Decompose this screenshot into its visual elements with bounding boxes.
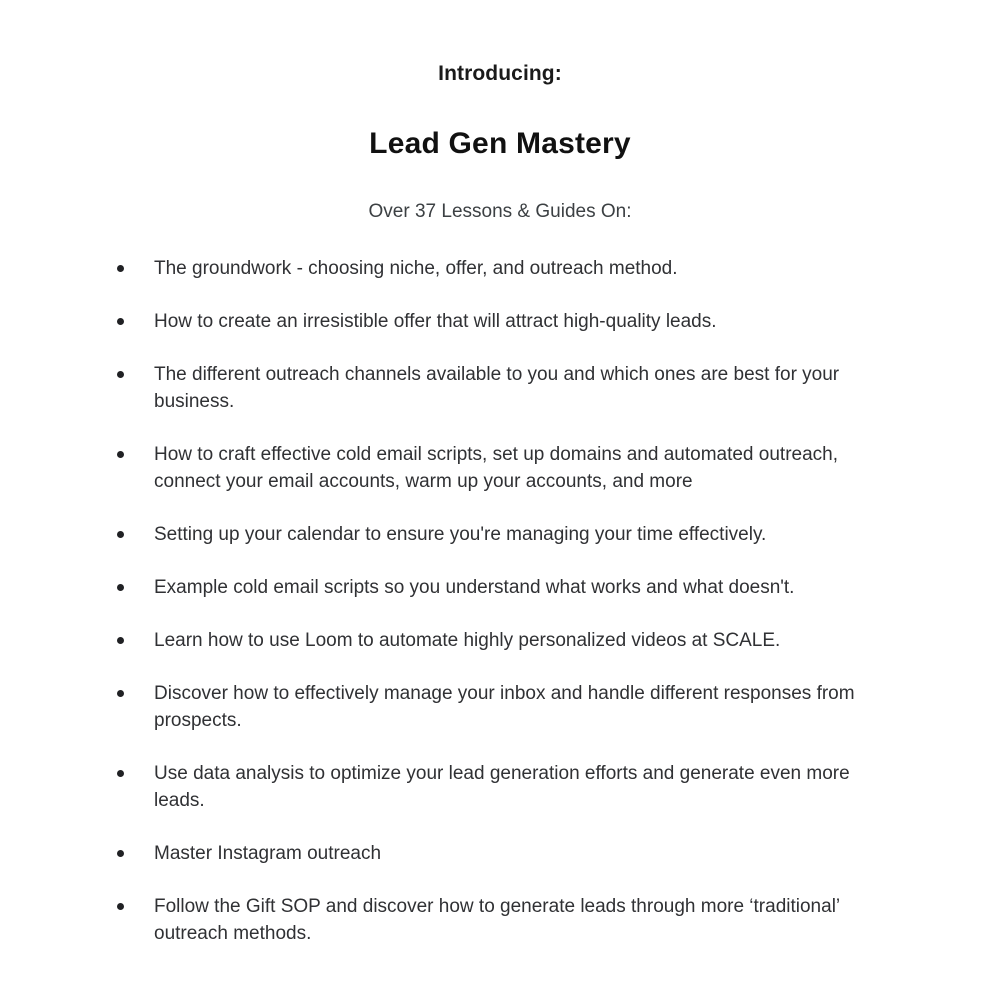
bullet-dot-icon xyxy=(117,770,124,777)
bullet-dot-icon xyxy=(117,690,124,697)
subtitle: Over 37 Lessons & Guides On: xyxy=(368,201,632,222)
list-item xyxy=(112,255,858,308)
list-item xyxy=(112,680,858,760)
bullet-dot-icon xyxy=(117,584,124,591)
list-item-label: Learn how to use Loom to automate highly personalized videos at SCALE. xyxy=(154,630,781,651)
bullet-dot-icon xyxy=(117,850,124,857)
list-item-label: Follow the Gift SOP and discover how to generate leads through more ‘traditional’ outreach methods. xyxy=(154,896,840,944)
bullet-dot-icon xyxy=(117,451,124,458)
list-item-label: How to create an irresistible offer that will attract high-quality leads. xyxy=(154,311,717,332)
bullet-dot-icon xyxy=(117,903,124,910)
feature-bullet-list xyxy=(0,223,1000,973)
bullet-dot-icon xyxy=(117,637,124,644)
list-item-label: How to craft effective cold email scripts, set up domains and automated outreach, connect your email accounts, warm up your accounts, and more xyxy=(154,444,838,492)
list-item xyxy=(112,308,858,361)
list-item-label: Discover how to effectively manage your inbox and handle different responses from prospects. xyxy=(154,683,855,731)
list-item xyxy=(112,893,858,973)
list-item-label: Use data analysis to optimize your lead generation efforts and generate even more leads. xyxy=(154,763,850,811)
list-item xyxy=(112,627,858,680)
list-item xyxy=(112,840,858,893)
bullet-dot-icon xyxy=(117,531,124,538)
list-item-label: Example cold email scripts so you understand what works and what doesn't. xyxy=(154,577,795,598)
page-title: Lead Gen Mastery xyxy=(369,127,631,160)
list-item xyxy=(112,441,858,521)
list-item-label: The different outreach channels available to you and which ones are best for your business. xyxy=(154,364,840,412)
bullet-dot-icon xyxy=(117,371,124,378)
bullet-dot-icon xyxy=(117,265,124,272)
list-item xyxy=(112,361,858,441)
list-item xyxy=(112,574,858,627)
list-item-label: The groundwork - choosing niche, offer, and outreach method. xyxy=(154,258,678,279)
intro-label: Introducing: xyxy=(438,62,562,85)
bullet-dot-icon xyxy=(117,318,124,325)
list-item-label: Setting up your calendar to ensure you're managing your time effectively. xyxy=(154,524,767,545)
list-item xyxy=(112,760,858,840)
list-item xyxy=(112,521,858,574)
list-item-label: Master Instagram outreach xyxy=(154,843,382,864)
